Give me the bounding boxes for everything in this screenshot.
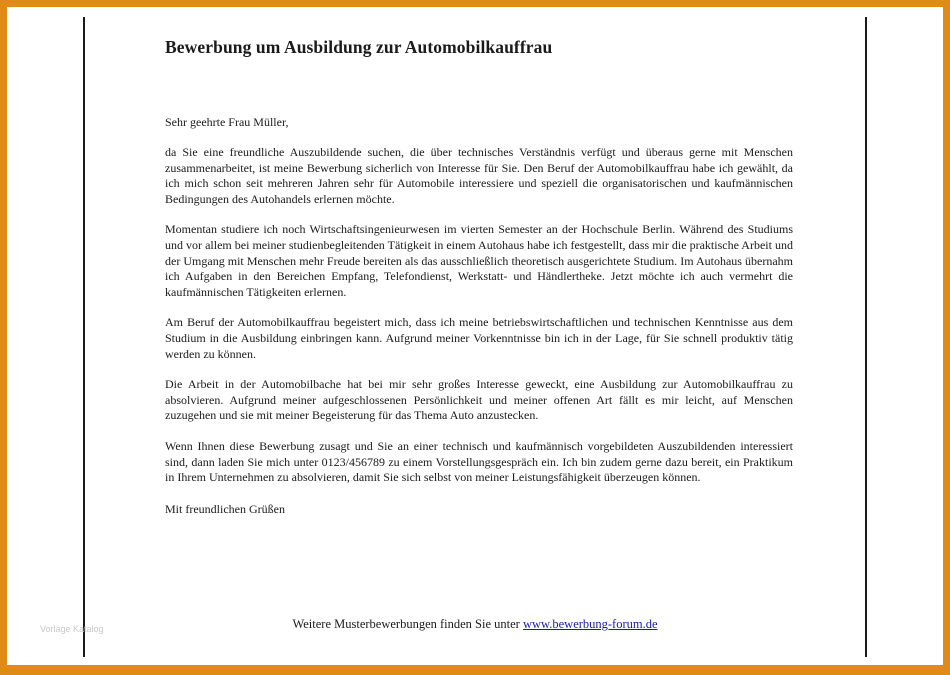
paragraph-2: Momentan studiere ich noch Wirtschaftsingenieurwesen im vierten Semester an der Hochschule Berlin. Während des Studiums und vor allem bei meiner studienbegleitenden Tätigkeit in einem Autohaus habe ich festgestellt, dass mir die praktische Arbeit und der Umgang mit Menschen mehr Freude bereiten als das ausschließlich theoretisch ausgerichtete Studium. Im Autohaus übernahm ich Aufgaben in den Bereichen Empfang, Telefondienst, Werkstatt- und Händlertheke. Jetzt möchte ich auch vermehrt die kaufmännischen Tätigkeiten erlernen. (165, 222, 793, 299)
watermark: Vorlage Katalog (40, 624, 104, 634)
letter-body (165, 37, 793, 517)
right-margin-rule (865, 17, 867, 657)
footer (7, 617, 943, 632)
footer-text: Weitere Musterbewerbungen finden Sie unter (292, 617, 523, 631)
footer-link[interactable]: www.bewerbung-forum.de (522, 617, 658, 631)
document-page (7, 7, 943, 665)
letter-title: Bewerbung um Ausbildung zur Automobilkauffrau (165, 37, 553, 57)
paragraph-3: Am Beruf der Automobilkauffrau begeistert mich, dass ich meine betriebswirtschaftlichen und technischen Kenntnisse aus dem Studium in die Ausbildung einbringen kann. Aufgrund meiner Vorkenntnisse bin ich in der Lage, für Sie schnell produktiv tätig werden zu können. (165, 315, 793, 361)
paragraph-5: Wenn Ihnen diese Bewerbung zusagt und Sie an einer technisch und kaufmännisch vorgebildeten Auszubildenden interessiert sind, dann laden Sie mich unter 0123/456789 zu einem Vorstellungsgespräch ein. Ich bin zudem gerne dazu bereit, ein Praktikum in Ihrem Unternehmen zu absolvieren, damit Sie sich selbst von meiner Leistungsfähigkeit überzeugen können. (165, 438, 793, 485)
salutation: Sehr geehrte Frau Müller, (165, 115, 289, 129)
closing: Mit freundlichen Grüßen (165, 501, 285, 516)
left-margin-rule (83, 17, 85, 657)
paragraph-1: da Sie eine freundliche Auszubildende suchen, die über technisches Verständnis verfügt und überaus gerne mit Menschen zusammenarbeitet, ist meine Bewerbung sicherlich von Interesse für Sie. Den Beruf der Automobilkauffrau habe ich gewählt, da ich mich schon seit mehreren Jahren sehr für Automobile interessiere und speziell die organisatorischen und kaufmännischen Bedingungen des Autohandels erlernen möchte. (165, 145, 793, 206)
paragraph-4: Die Arbeit in der Automobilbache hat bei mir sehr großes Interesse geweckt, eine Ausbildung zur Automobilkauffrau zu absolvieren. Aufgrund meiner aufgeschlossenen Persönlichkeit und meiner offenen Art fällt es mir leicht, auf Menschen zuzugehen und sie mit meiner Begeisterung für das Thema Auto anzustecken. (165, 377, 793, 423)
